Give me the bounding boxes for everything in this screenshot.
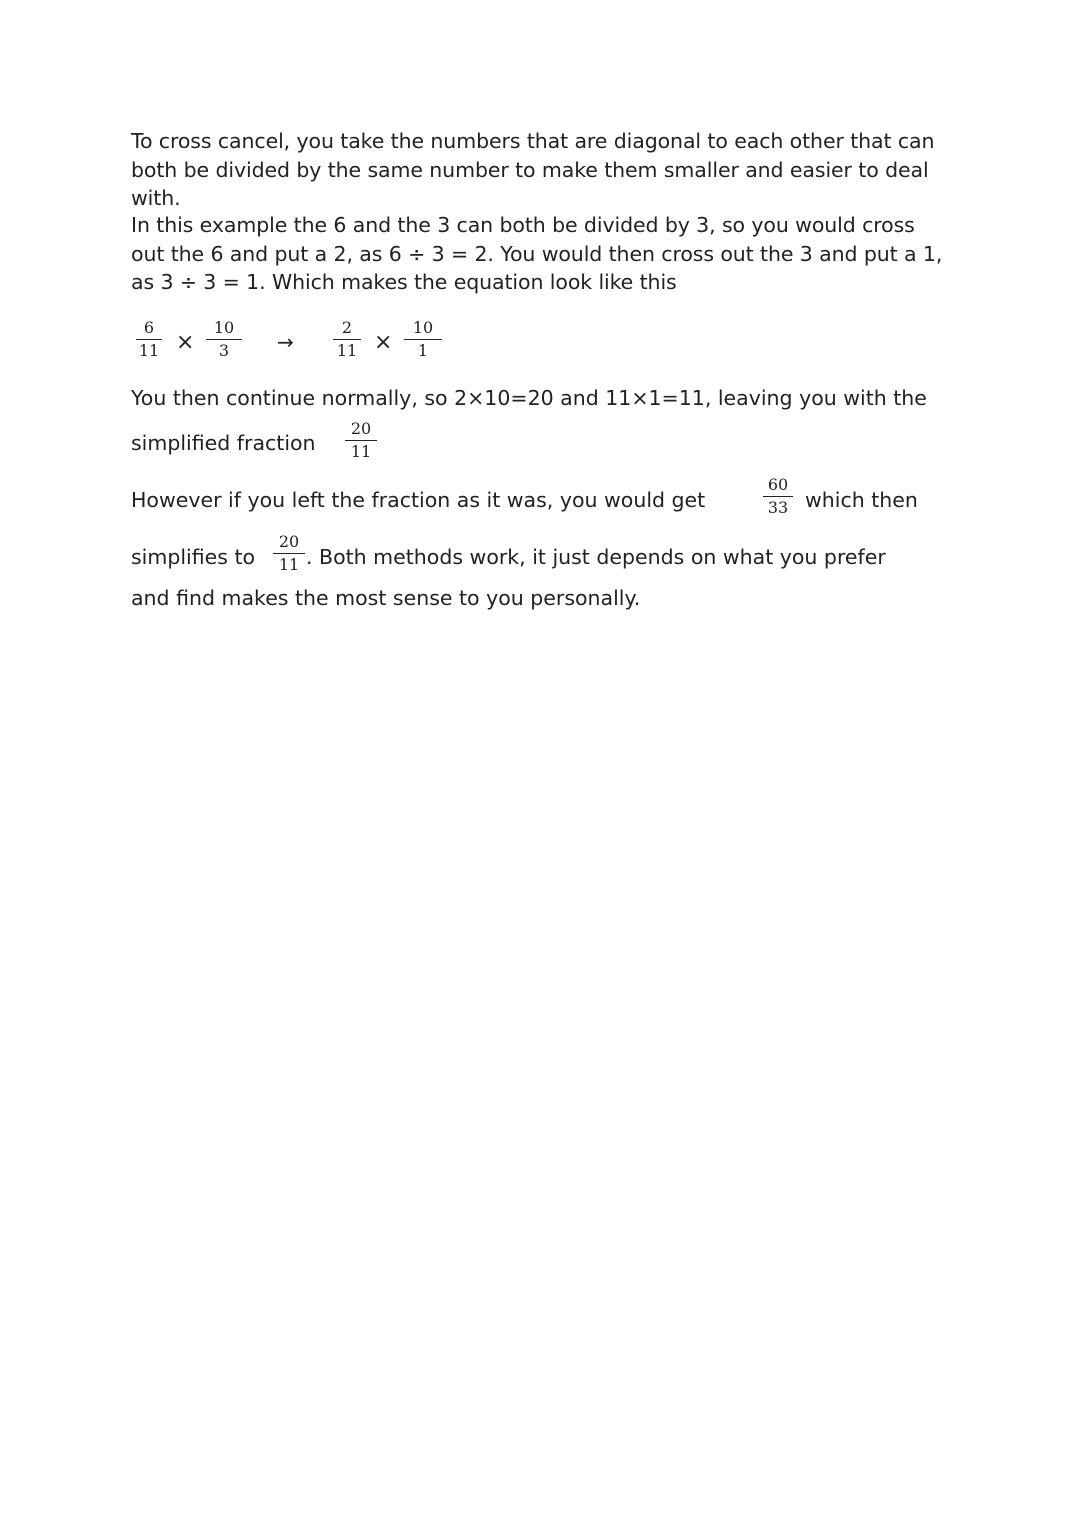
arrow-right-icon: → — [277, 330, 294, 354]
numerator: 20 — [350, 419, 372, 438]
numerator: 10 — [412, 318, 434, 337]
fraction-10-1 — [404, 320, 442, 359]
denominator: 11 — [350, 442, 372, 461]
fraction-6-11 — [136, 320, 162, 359]
times-symbol: × — [176, 330, 195, 355]
fraction-10-3 — [206, 320, 242, 359]
paragraph-however-end: which then — [805, 488, 918, 512]
numerator: 2 — [341, 318, 353, 337]
denominator: 11 — [278, 555, 300, 574]
numerator: 10 — [213, 318, 235, 337]
denominator: 11 — [138, 341, 160, 360]
denominator: 3 — [218, 341, 230, 360]
paragraph-conclusion: and find makes the most sense to you personally. — [131, 586, 641, 610]
numerator: 60 — [767, 475, 789, 494]
times-symbol: × — [374, 330, 393, 355]
paragraph-simplifies: simplifies to — [131, 545, 256, 569]
paragraph-however: However if you left the fraction as it was, you would get — [131, 488, 706, 512]
fraction-2-11 — [333, 320, 361, 359]
paragraph-continue-tail: simplified fraction — [131, 431, 316, 455]
fraction-20-11-simplified — [273, 534, 305, 573]
denominator: 11 — [336, 341, 358, 360]
paragraph-example: In this example the 6 and the 3 can both be divided by 3, so you would cross out the 6 and put a 2, as 6 ÷ 3 = 2. You would then cross out the 3 and put a 1, as 3 ÷ 3 = 1. Which makes the equation look like this — [131, 213, 943, 294]
denominator: 33 — [767, 498, 789, 517]
fraction-20-11-result — [345, 421, 377, 460]
numerator: 6 — [143, 318, 155, 337]
paragraph-simplifies-end: . Both methods work, it just depends on what you prefer — [306, 545, 886, 569]
fraction-60-33 — [763, 477, 793, 516]
paragraph-continue: You then continue normally, so 2×10=20 and 11×1=11, leaving you with the — [131, 386, 927, 410]
denominator: 1 — [417, 341, 429, 360]
numerator: 20 — [278, 532, 300, 551]
paragraph-cross-cancel-intro: To cross cancel, you take the numbers that are diagonal to each other that can both be divided by the same number to make them smaller and easier to deal with. — [131, 129, 935, 210]
